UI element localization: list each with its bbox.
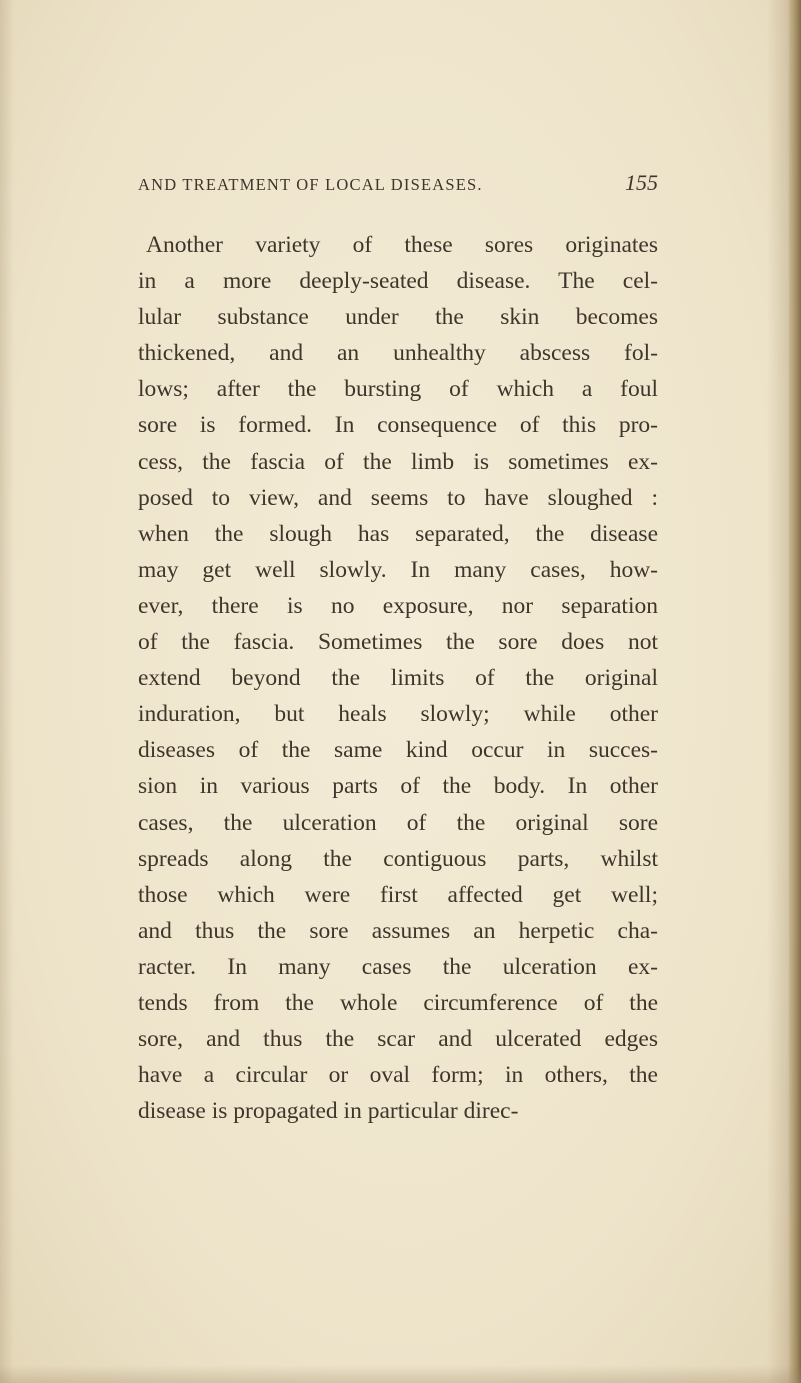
text-line: diseases of the same kind occur in succes- — [138, 737, 658, 764]
text-line: extend beyond the limits of the original — [138, 665, 658, 692]
text-line: tends from the whole circumference of the — [138, 989, 658, 1016]
text-line: sion in various parts of the body. In other — [138, 773, 658, 800]
page-number: 155 — [625, 170, 658, 195]
text-line: may get well slowly. In many cases, how- — [138, 556, 658, 583]
text-line: disease is propagated in particular direc- — [138, 1098, 519, 1125]
text-line: ever, there is no exposure, nor separation — [138, 592, 658, 619]
page-edge-right — [789, 0, 801, 1383]
text-line: Another variety of these sores originates — [146, 232, 658, 258]
running-head-title: AND TREATMENT OF LOCAL DISEASES. — [138, 175, 483, 194]
text-line: posed to view, and seems to have sloughed : — [138, 484, 658, 511]
page-edge-bottom — [0, 1365, 801, 1383]
text-line: in a more deeply-seated disease. The cel- — [138, 268, 658, 295]
running-head — [138, 170, 658, 203]
text-line: when the slough has separated, the disease — [138, 520, 658, 547]
text-line: induration, but heals slowly; while other — [138, 701, 658, 728]
text-line: racter. In many cases the ulceration ex- — [138, 953, 658, 980]
text-line: sore is formed. In consequence of this pro- — [138, 412, 658, 439]
text-line: cess, the fascia of the limb is sometimes ex- — [138, 448, 658, 475]
text-line: spreads along the contiguous parts, whilst — [138, 845, 658, 872]
text-line: have a circular or oval form; in others, the — [138, 1062, 658, 1089]
text-line: of the fascia. Sometimes the sore does not — [138, 629, 658, 656]
text-line: lows; after the bursting of which a foul — [138, 376, 658, 403]
text-line: and thus the sore assumes an herpetic cha- — [138, 917, 658, 944]
body-paragraph — [138, 227, 658, 1129]
text-line: cases, the ulceration of the original sore — [138, 809, 658, 836]
text-line: thickened, and an unhealthy abscess fol- — [138, 340, 658, 367]
text-line: those which were first affected get well; — [138, 881, 658, 908]
text-line: lular substance under the skin becomes — [138, 304, 658, 331]
text-line: sore, and thus the scar and ulcerated edges — [138, 1026, 658, 1053]
